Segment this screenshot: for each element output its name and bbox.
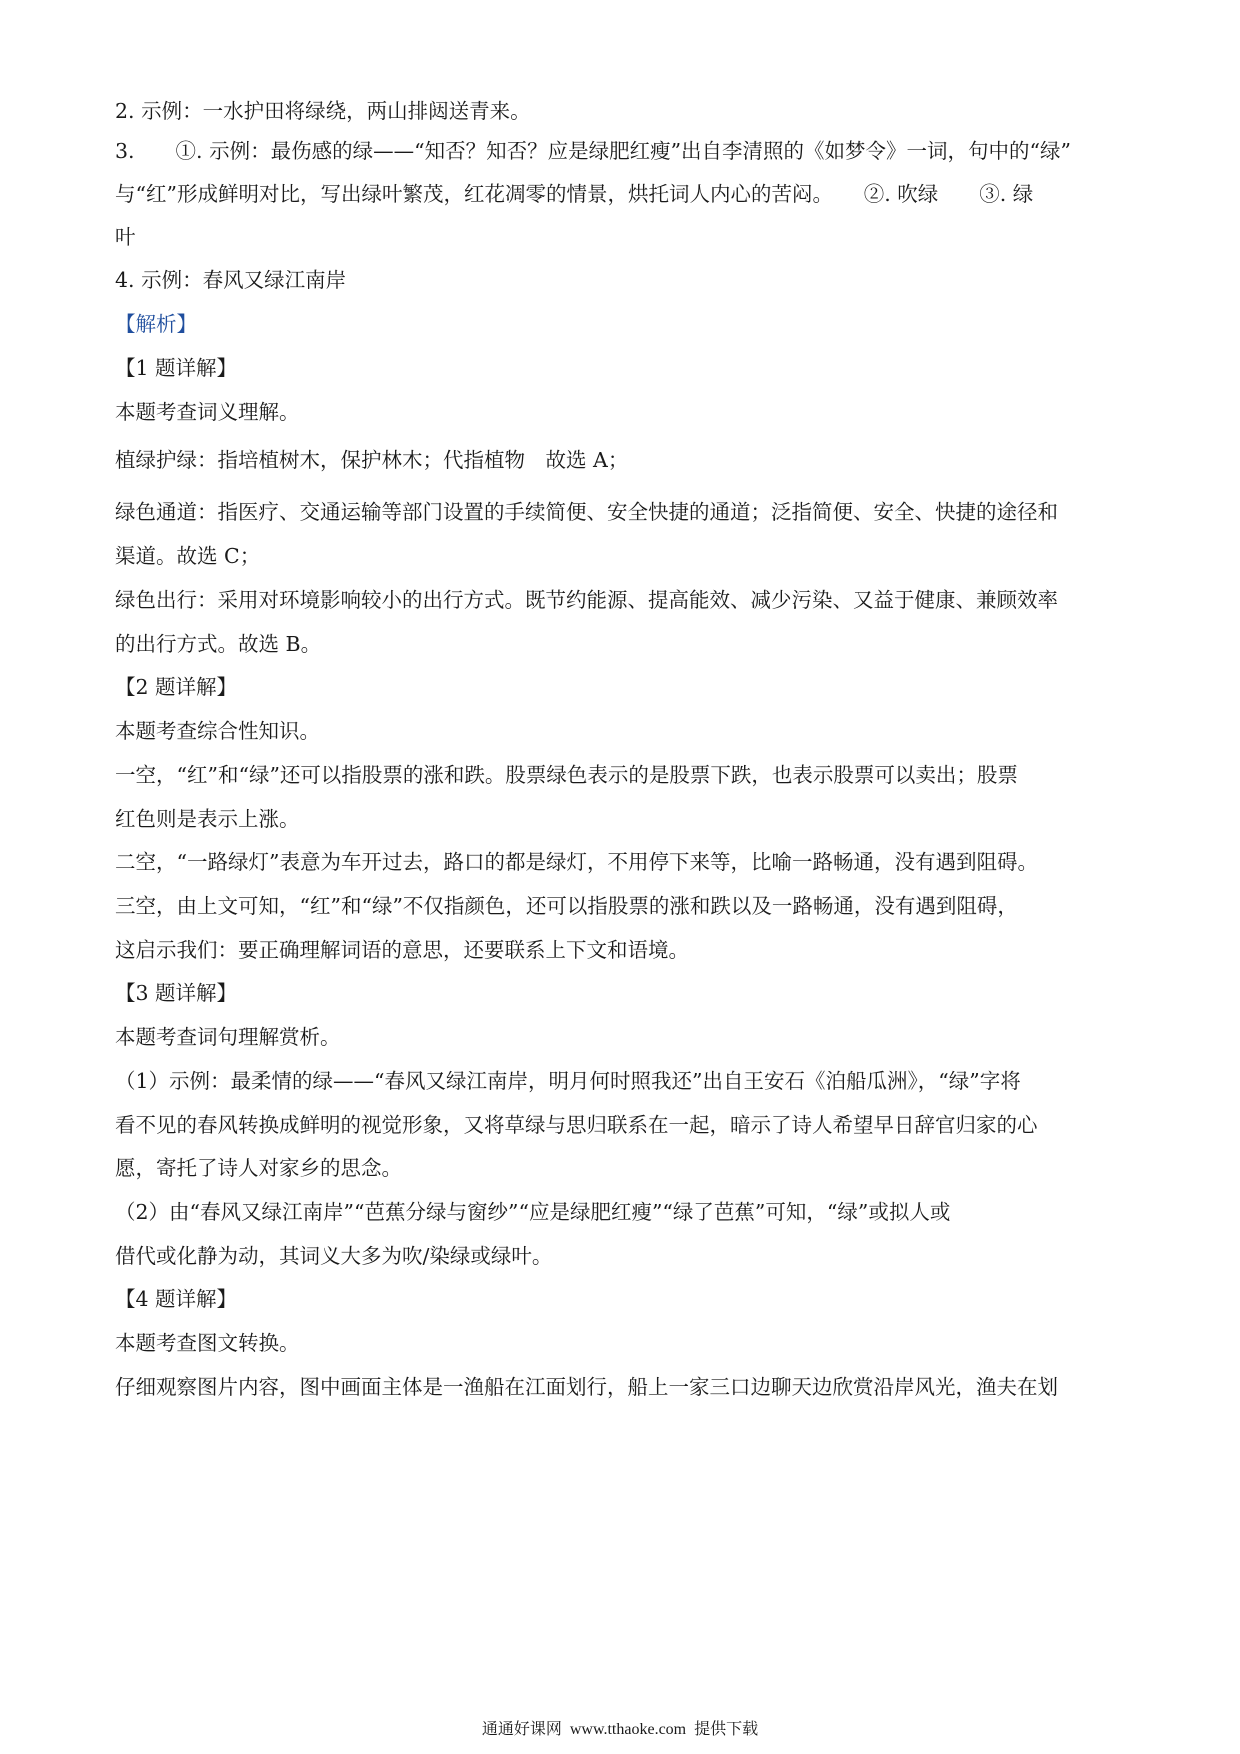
answer-4: 4. 示例：春风又绿江南岸	[115, 268, 347, 292]
q2-para-3-line-1: 三空，由上文可知，“红”和“绿”不仅指颜色，还可以指股票的涨和跌以及一路畅通，没有遇到阻碍，	[115, 894, 1018, 918]
q4-para-1-line-1: 仔细观察图片内容，图中画面主体是一渔船在江面划行，船上一家三口边聊天边欣赏沿岸风光，渔夫在划	[115, 1375, 1058, 1399]
q1-heading: 【1 题详解】	[115, 356, 238, 380]
q3-para-1-line-2: 看不见的春风转换成鲜明的视觉形象，又将草绿与思归联系在一起，暗示了诗人希望早日辞官归家的心	[115, 1113, 1038, 1137]
q2-para-1-line-1: 一空，“红”和“绿”还可以指股票的涨和跌。股票绿色表示的是股票下跌，也表示股票可以卖出；股票	[115, 763, 1018, 787]
q1-para-b-line-2: 的出行方式。故选 B。	[115, 632, 322, 656]
footer-site-name: 通通好课网	[481, 1719, 562, 1738]
answer-3-line-1: 3. ①. 示例：最伤感的绿——“知否？知否？应是绿肥红瘦”出自李清照的《如梦令》一词，句中的“绿”	[115, 139, 1072, 163]
q1-para-a: 植绿护绿：指培植树木，保护林木；代指植物 故选 A；	[115, 448, 629, 472]
q1-para-c-line-2: 渠道。故选 C；	[115, 544, 261, 568]
q4-intro: 本题考查图文转换。	[115, 1331, 300, 1355]
q4-heading: 【4 题详解】	[115, 1287, 238, 1311]
q1-para-c-line-1: 绿色通道：指医疗、交通运输等部门设置的手续简便、安全快捷的通道；泛指简便、安全、快捷的途径和	[115, 500, 1058, 524]
answer-3-line-2: 与“红”形成鲜明对比，写出绿叶繁茂，红花凋零的情景，烘托词人内心的苦闷。 ②. 吹绿 ③. 绿	[115, 182, 1034, 206]
q3-para-2-line-1: （2）由“春风又绿江南岸”“芭蕉分绿与窗纱”“应是绿肥红瘦”“绿了芭蕉”可知，“绿”或拟人或	[115, 1200, 951, 1224]
q2-intro: 本题考查综合性知识。	[115, 719, 320, 743]
answer-3-line-3: 叶	[115, 225, 136, 249]
q3-para-1-line-3: 愿，寄托了诗人对家乡的思念。	[115, 1156, 402, 1180]
footer-download-text: 提供下载	[694, 1719, 759, 1738]
q3-heading: 【3 题详解】	[115, 981, 238, 1005]
q3-intro: 本题考查词句理解赏析。	[115, 1025, 341, 1049]
q3-para-2-line-2: 借代或化静为动，其词义大多为吹/染绿或绿叶。	[115, 1244, 553, 1268]
page-footer	[0, 1718, 1240, 1741]
q3-para-1-line-1: （1）示例：最柔情的绿——“春风又绿江南岸，明月何时照我还”出自王安石《泊船瓜洲》，“绿”字将	[115, 1069, 1021, 1093]
q2-para-2: 二空，“一路绿灯”表意为车开过去，路口的都是绿灯，不用停下来等，比喻一路畅通，没有遇到阻碍。	[115, 850, 1038, 874]
answer-2: 2. 示例：一水护田将绿绕，两山排闼送青来。	[115, 99, 531, 123]
analysis-heading: 【解析】	[115, 312, 197, 336]
q2-heading: 【2 题详解】	[115, 675, 238, 699]
q1-intro: 本题考查词义理解。	[115, 400, 300, 424]
q1-para-b-line-1: 绿色出行：采用对环境影响较小的出行方式。既节约能源、提高能效、减少污染、又益于健康、兼顾效率	[115, 588, 1058, 612]
footer-url-link[interactable]: www.tthaoke.com	[569, 1721, 687, 1738]
q2-para-3-line-2: 这启示我们：要正确理解词语的意思，还要联系上下文和语境。	[115, 938, 689, 962]
q2-para-1-line-2: 红色则是表示上涨。	[115, 807, 300, 831]
